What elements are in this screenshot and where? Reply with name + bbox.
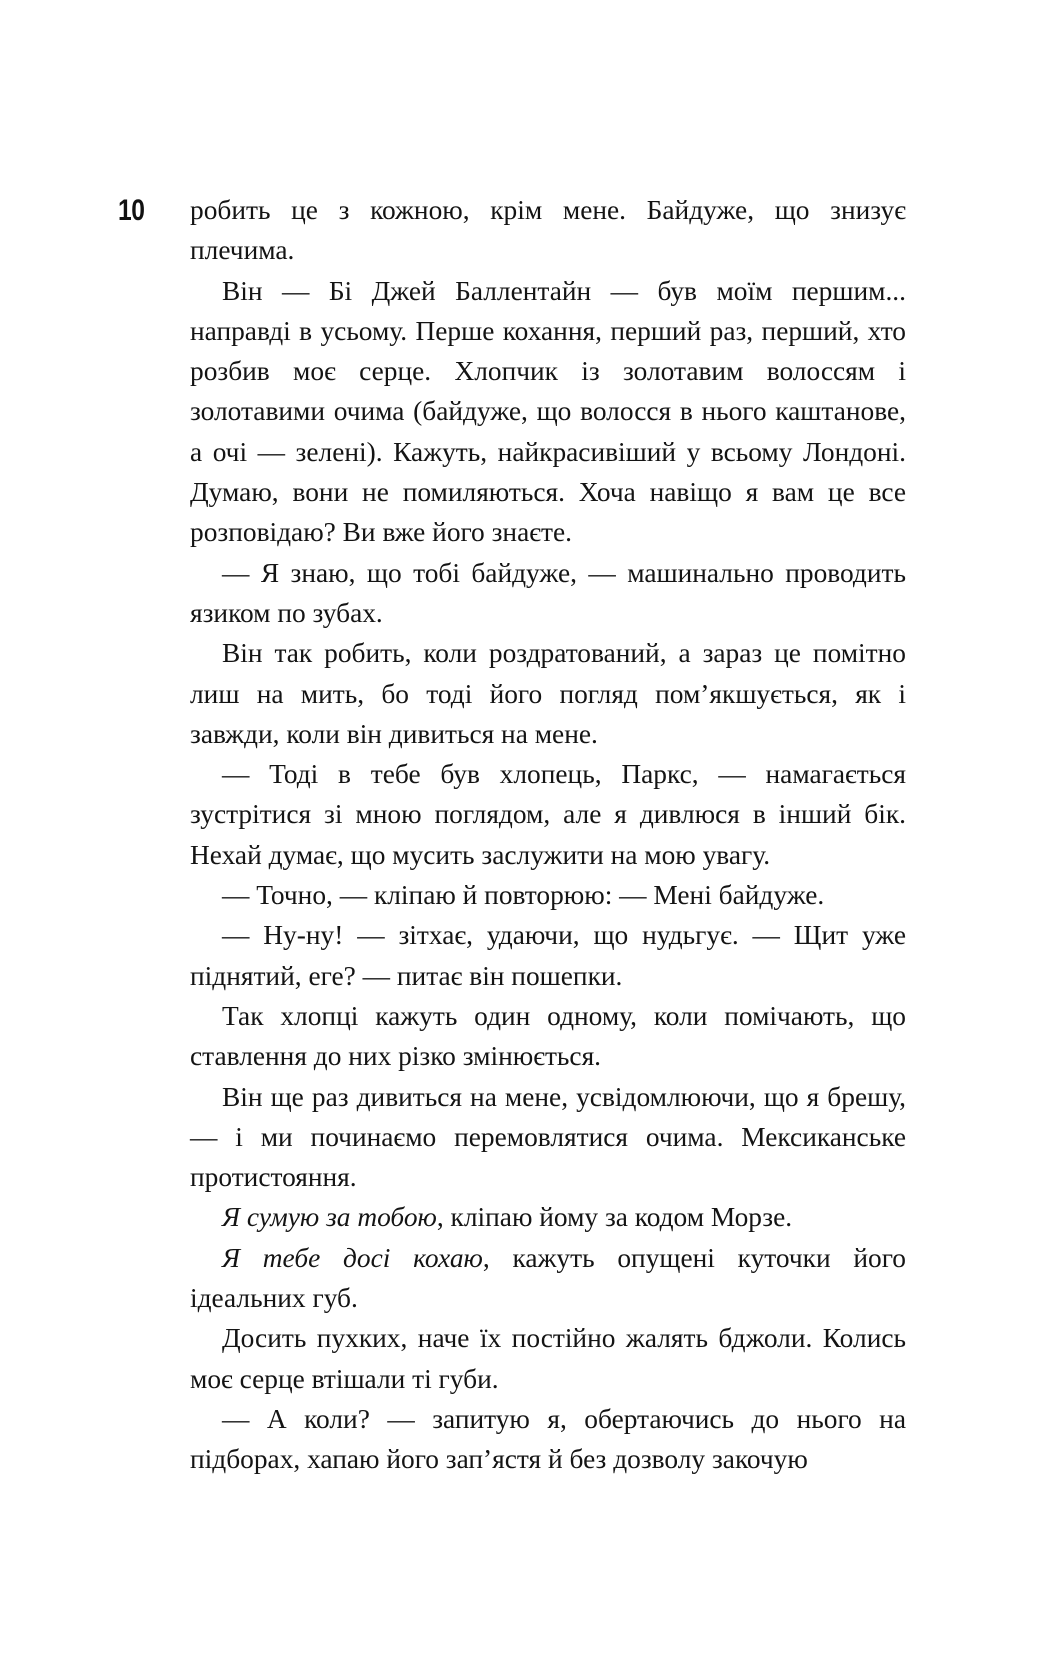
paragraph-dialogue: — Ну-ну! — зітхає, удаючи, що нудьгує. — Щит уже піднятий, еге? — питає він пошепки.	[190, 920, 906, 991]
paragraph-remainder: , кліпаю йому за кодом Морзе.	[436, 1202, 793, 1233]
paragraph: Він ще раз дивиться на мене, усвідомлюючи, що я брешу, — і ми починаємо перемовлятися очима. Мексиканське протистояння.	[190, 1081, 906, 1193]
paragraph-dialogue: — А коли? — запитую я, обертаючись до нього на підборах, хапаю його зап’ястя й без дозволу закочую	[190, 1403, 906, 1475]
paragraph-inner-thought	[190, 1197, 906, 1237]
body-text-block	[190, 190, 906, 1480]
paragraph-dialogue: — Я знаю, що тобі байдуже, — машинально проводить язиком по зубах.	[190, 557, 906, 628]
paragraph: робить це з кожною, крім мене. Байдуже, що знизує плечима.	[190, 195, 906, 266]
paragraph: Він так робить, коли роздратований, а зараз це помітно лиш на мить, бо тоді його погляд пом’якшується, як і завжди, коли він дивиться на мене.	[190, 638, 906, 749]
italic-phrase: Я тебе досі кохаю	[222, 1242, 483, 1273]
page-number: 10	[118, 194, 145, 227]
paragraph-remainder: , кажуть опущені куточки його ідеальних губ.	[190, 1242, 906, 1314]
paragraph-inner-thought	[190, 1238, 906, 1319]
paragraph: Так хлопці кажуть один одному, коли помічають, що ставлення до них різко змінюється.	[190, 1000, 906, 1072]
paragraph: Досить пухких, наче їх постійно жалять бджоли. Колись моє серце втішали ті губи.	[190, 1323, 906, 1394]
paragraph-dialogue: — Тоді в тебе був хлопець, Паркс, — намагається зустрітися зі мною поглядом, але я дивлюся в інший бік. Нехай думає, що мусить заслужити на мою увагу.	[190, 759, 906, 870]
italic-phrase: Я сумую за тобою	[222, 1202, 437, 1233]
paragraph-dialogue: — Точно, — кліпаю й повторюю: — Мені байдуже.	[222, 880, 825, 911]
paragraph: Він — Бі Джей Баллентайн — був моїм першим... направді в усьому. Перше кохання, перший раз, перший, хто розбив моє серце. Хлопчик із золотавим волоссям і золотавими очима (байдуже, що волосся в нього каштанове, а очі — зелені). Кажуть, найкрасивіший у всьому Лондоні. Думаю, вони не помиляються. Хоча навіщо я вам це все розповідаю? Ви вже його знаєте.	[190, 275, 906, 548]
